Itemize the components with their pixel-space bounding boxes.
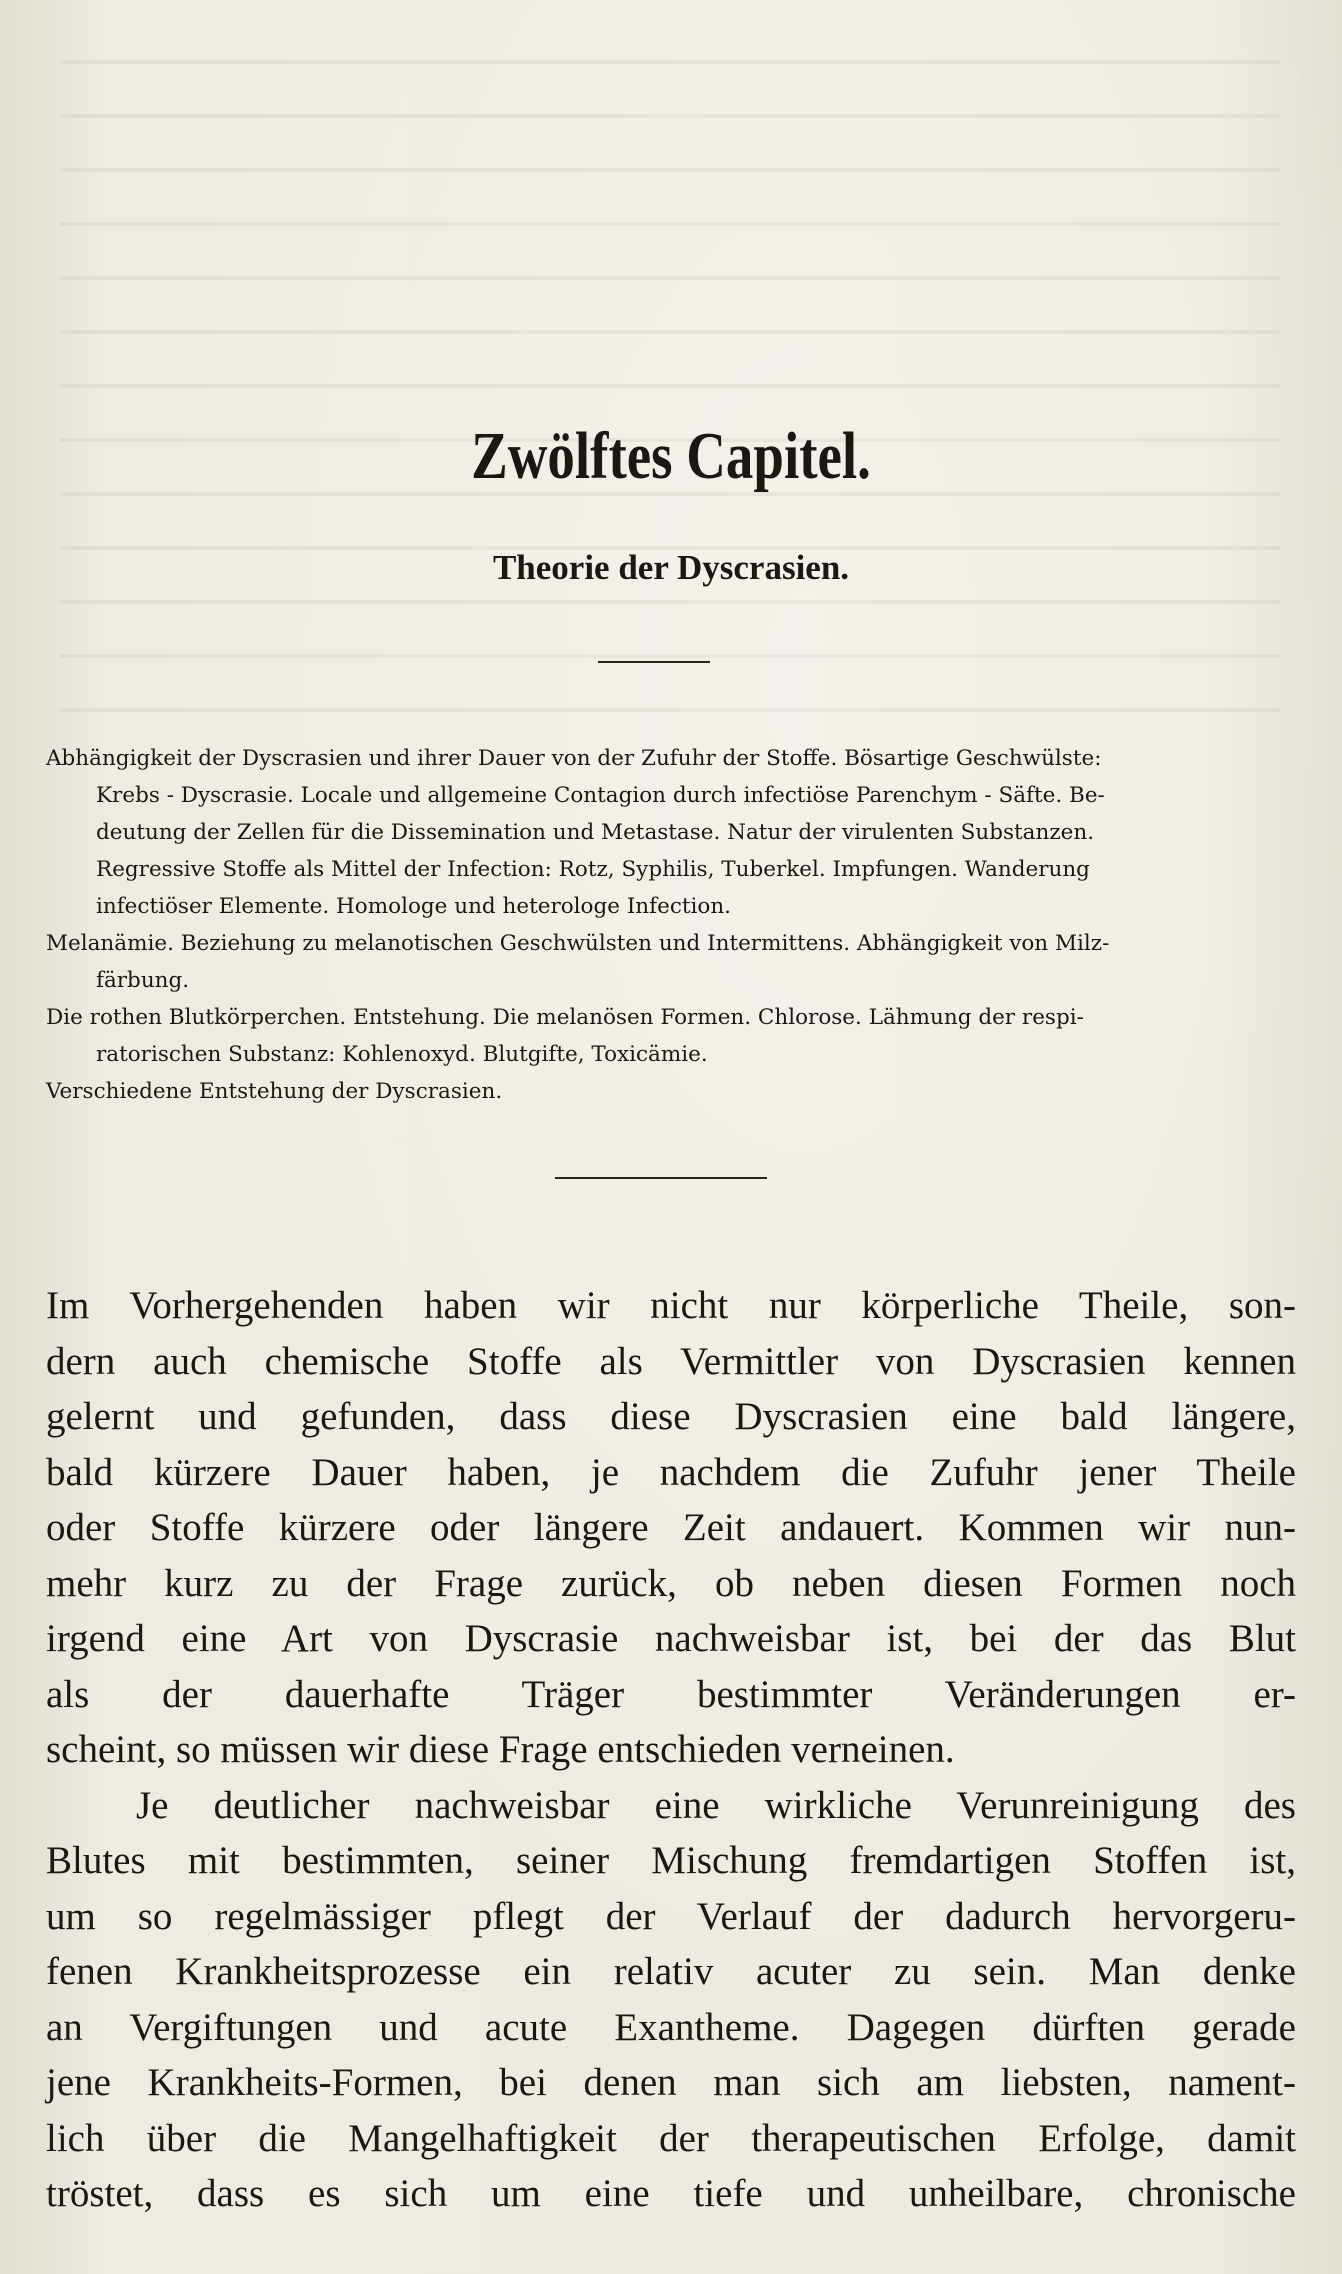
summary-line: Melanämie. Beziehung zu melanotischen Geschwülsten und Intermittens. Abhängigkeit von Milz- xyxy=(46,931,1110,956)
body-line: Blutes mit bestimmten, seiner Mischung fremdartigen Stoffen ist, xyxy=(46,1839,1296,1882)
summary-line: ratorischen Substanz: Kohlenoxyd. Blutgifte, Toxicämie. xyxy=(96,1042,708,1067)
body-line: lich über die Mangelhaftigkeit der therapeutischen Erfolge, damit xyxy=(46,2116,1296,2160)
body-line: mehr kurz zu der Frage zurück, ob neben diesen Formen noch xyxy=(46,1561,1296,1605)
body-line: jene Krankheits-Formen, bei denen man sich am liebsten, nament- xyxy=(46,2061,1296,2104)
body-line: scheint, so müssen wir diese Frage entschieden verneinen. xyxy=(46,1728,955,1771)
body-line: um so regelmässiger pflegt der Verlauf der dadurch hervorgeru- xyxy=(46,1894,1296,1938)
body-line: als der dauerhafte Träger bestimmter Veränderungen er- xyxy=(46,1672,1296,1716)
body-line: irgend eine Art von Dyscrasie nachweisbar ist, bei der das Blut xyxy=(46,1617,1296,1660)
summary-line: deutung der Zellen für die Dissemination und Metastase. Natur der virulenten Substanzen. xyxy=(96,820,1095,845)
chapter-title: Zwölftes Capitel. xyxy=(471,419,871,493)
summary-line: Abhängigkeit der Dyscrasien und ihrer Dauer von der Zufuhr der Stoffe. Bösartige Geschwülste: xyxy=(46,746,1102,771)
summary-line: infectiöser Elemente. Homologe und heterologe Infection. xyxy=(96,894,732,919)
summary-line: Regressive Stoffe als Mittel der Infection: Rotz, Syphilis, Tuberkel. Impfungen. Wanderung xyxy=(96,857,1090,882)
divider-rule-bottom xyxy=(555,1177,767,1179)
body-text xyxy=(46,1278,1296,2222)
show-through-text xyxy=(60,60,1280,740)
body-line: tröstet, dass es sich um eine tiefe und unheilbare, chronische xyxy=(46,2172,1296,2215)
body-line: Im Vorhergehenden haben wir nicht nur körperliche Theile, son- xyxy=(46,1284,1296,1327)
chapter-summary xyxy=(46,740,1286,1110)
body-line: an Vergiftungen und acute Exantheme. Dagegen dürften gerade xyxy=(46,2005,1296,2049)
body-line: oder Stoffe kürzere oder längere Zeit andauert. Kommen wir nun- xyxy=(46,1506,1296,1549)
body-line: Je deutlicher nachweisbar eine wirkliche Verunreinigung des xyxy=(136,1783,1296,1827)
summary-line: Die rothen Blutkörperchen. Entstehung. Die melanösen Formen. Chlorose. Lähmung der respi- xyxy=(46,1005,1084,1030)
body-line: fenen Krankheitsprozesse ein relativ acuter zu sein. Man denke xyxy=(46,1950,1296,1993)
summary-line: Krebs - Dyscrasie. Locale und allgemeine Contagion durch infectiöse Parenchym - Säfte. Be- xyxy=(96,783,1105,808)
divider-rule-top xyxy=(598,661,710,663)
body-line: dern auch chemische Stoffe als Vermittler von Dyscrasien kennen xyxy=(46,1339,1296,1383)
body-line: bald kürzere Dauer haben, je nachdem die Zufuhr jener Theile xyxy=(46,1450,1296,1494)
summary-line: färbung. xyxy=(96,968,190,993)
body-line: gelernt und gefunden, dass diese Dyscrasien eine bald längere, xyxy=(46,1395,1296,1438)
chapter-subtitle: Theorie der Dyscrasien. xyxy=(492,548,850,587)
summary-line: Verschiedene Entstehung der Dyscrasien. xyxy=(46,1079,503,1104)
